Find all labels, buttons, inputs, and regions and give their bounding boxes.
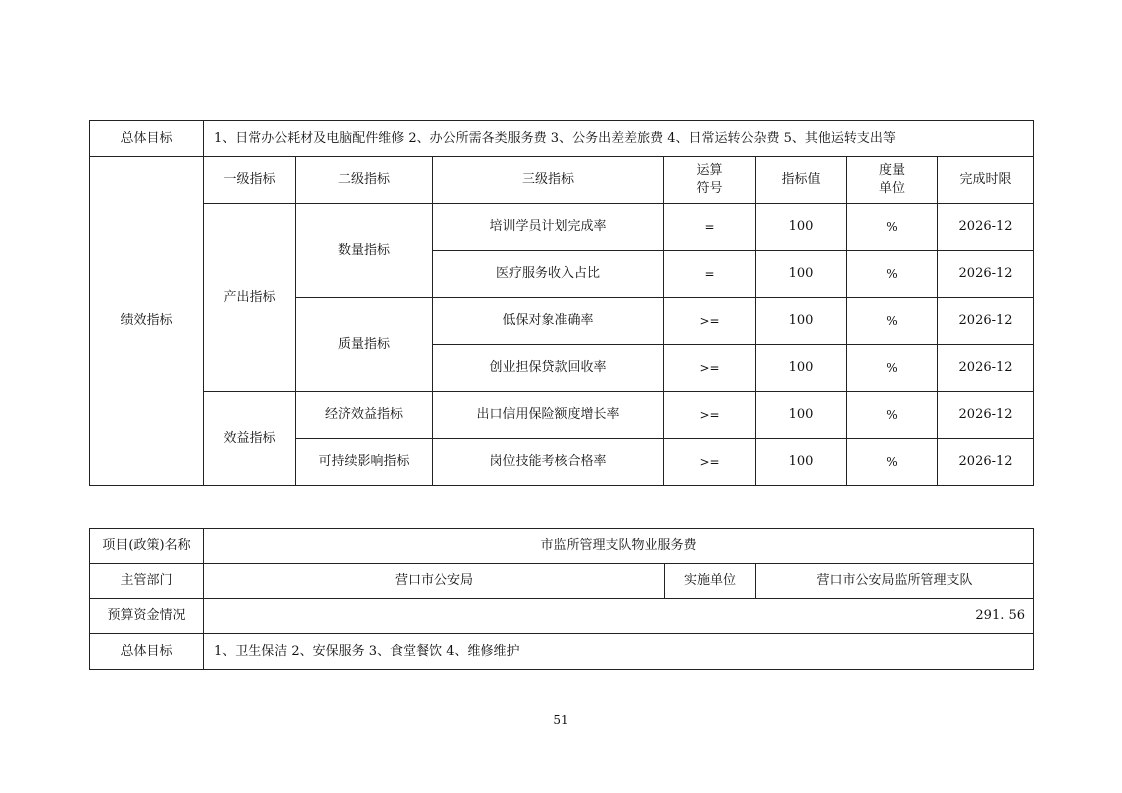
group-quality: 质量指标 [296, 298, 433, 392]
group-economic: 经济效益指标 [296, 392, 433, 439]
page-number: 51 [553, 713, 569, 727]
impl-label: 实施单位 [665, 564, 756, 599]
indicator-deadline: 2026-12 [938, 439, 1034, 486]
indicator-unit: % [847, 251, 938, 298]
indicator-unit: % [847, 345, 938, 392]
indicator-value: 100 [756, 345, 847, 392]
indicator-deadline: 2026-12 [938, 298, 1034, 345]
indicator-name: 创业担保贷款回收率 [433, 345, 664, 392]
goal-text: 1、日常办公耗材及电脑配件维修 2、办公所需各类服务费 3、公务出差差旅费 4、日常运转公杂费 5、其他运转支出等 [204, 121, 1034, 157]
indicator-unit: % [847, 298, 938, 345]
indicator-op: = [664, 204, 756, 251]
indicator-name: 岗位技能考核合格率 [433, 439, 664, 486]
project-label: 项目(政策)名称 [90, 529, 204, 564]
goal-label: 总体目标 [90, 634, 204, 670]
indicator-op: >= [664, 392, 756, 439]
group-sustain: 可持续影响指标 [296, 439, 433, 486]
table-row [90, 204, 1034, 251]
goal-label: 总体目标 [90, 121, 204, 157]
perf-label: 绩效指标 [90, 157, 204, 486]
header-operator: 运算 符号 [664, 157, 756, 204]
budget-label: 预算资金情况 [90, 599, 204, 634]
group-output: 产出指标 [204, 204, 296, 392]
group-benefit: 效益指标 [204, 392, 296, 486]
impl-value: 营口市公安局监所管理支队 [756, 564, 1034, 599]
indicator-op: = [664, 251, 756, 298]
indicator-name: 医疗服务收入占比 [433, 251, 664, 298]
indicator-deadline: 2026-12 [938, 204, 1034, 251]
indicator-name: 低保对象准确率 [433, 298, 664, 345]
indicator-op: >= [664, 345, 756, 392]
indicator-unit: % [847, 392, 938, 439]
indicator-value: 100 [756, 439, 847, 486]
indicator-deadline: 2026-12 [938, 345, 1034, 392]
group-quantity: 数量指标 [296, 204, 433, 298]
project-table [89, 528, 1034, 670]
indicator-unit: % [847, 204, 938, 251]
performance-table [89, 120, 1034, 486]
indicator-value: 100 [756, 204, 847, 251]
header-level1: 一级指标 [204, 157, 296, 204]
dept-label: 主管部门 [90, 564, 204, 599]
indicator-value: 100 [756, 298, 847, 345]
header-value: 指标值 [756, 157, 847, 204]
header-deadline: 完成时限 [938, 157, 1034, 204]
indicator-op: >= [664, 439, 756, 486]
header-level3: 三级指标 [433, 157, 664, 204]
indicator-deadline: 2026-12 [938, 251, 1034, 298]
budget-value: 291. 56 [204, 599, 1034, 634]
indicator-name: 培训学员计划完成率 [433, 204, 664, 251]
project-name: 市监所管理支队物业服务费 [204, 529, 1034, 564]
header-unit: 度量 单位 [847, 157, 938, 204]
indicator-value: 100 [756, 251, 847, 298]
indicator-value: 100 [756, 392, 847, 439]
indicator-name: 出口信用保险额度增长率 [433, 392, 664, 439]
indicator-deadline: 2026-12 [938, 392, 1034, 439]
dept-value: 营口市公安局 [204, 564, 665, 599]
indicator-unit: % [847, 439, 938, 486]
goal-text: 1、卫生保洁 2、安保服务 3、食堂餐饮 4、维修维护 [204, 634, 1034, 670]
table-row [90, 392, 1034, 439]
header-level2: 二级指标 [296, 157, 433, 204]
indicator-op: >= [664, 298, 756, 345]
